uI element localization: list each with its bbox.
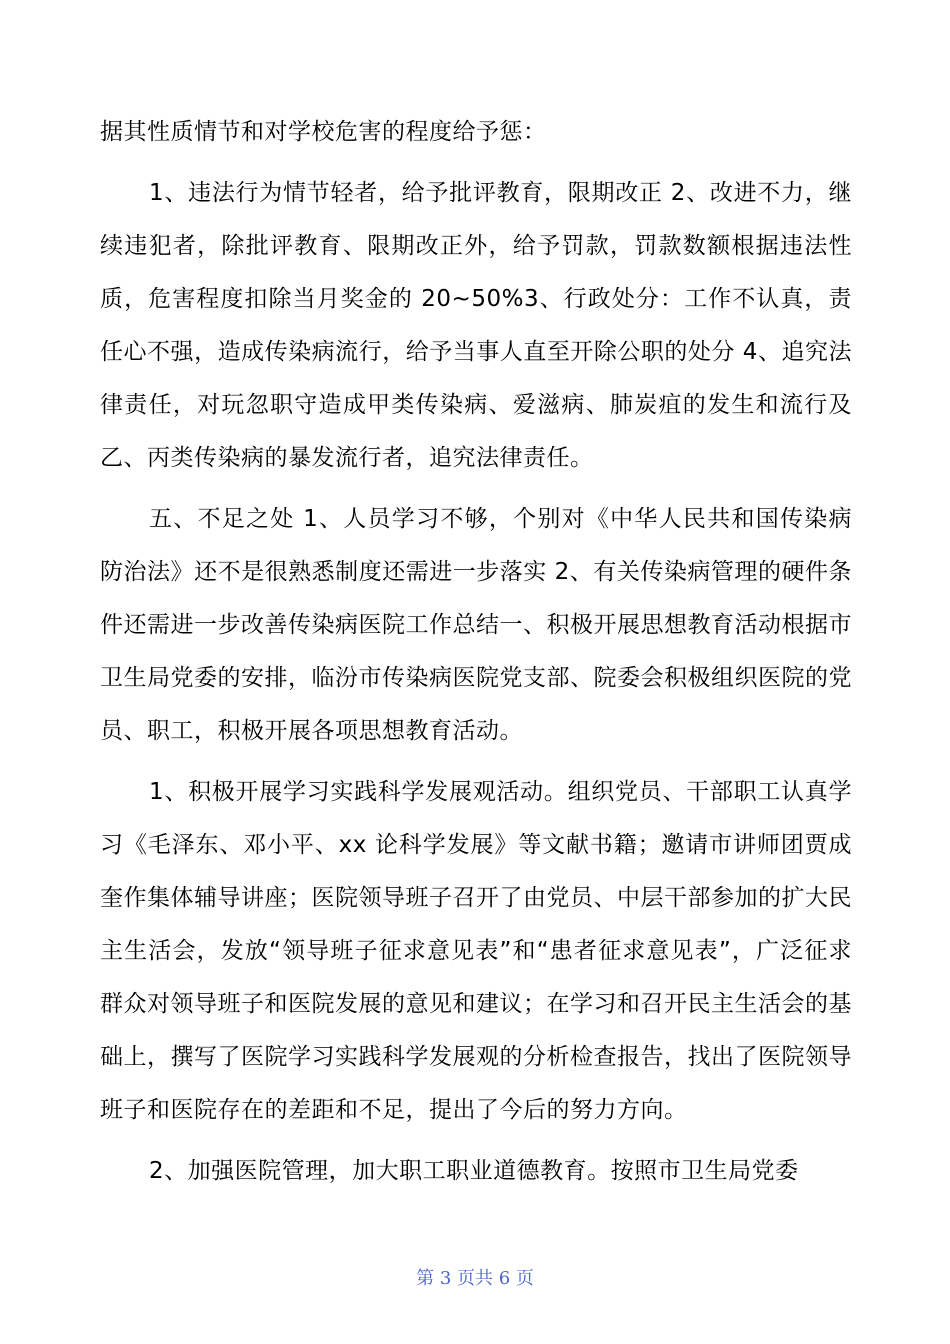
page-number-footer: 第 3 页共 6 页 <box>416 1268 534 1289</box>
paragraph-continuation: 据其性质情节和对学校危害的程度给予惩： <box>100 119 547 145</box>
paragraph-shortcomings: 五、不足之处 1、人员学习不够，个别对《中华人民共和国传染病防治法》还不是很熟悉制度还需进一步落实 2、有关传染病管理的硬件条件还需进一步改善传染病医院工作总结一、积极开展思想教育活动根据市卫生局党委的安排，临汾市传染病医院党支部、院委会积极组织医院的党员、职工，积极开展各项思想教育活动。 <box>100 506 852 744</box>
paragraph-scientific-development: 1、积极开展学习实践科学发展观活动。组织党员、干部职工认真学习《毛泽东、邓小平、xx 论科学发展》等文献书籍；邀请市讲师团贾成奎作集体辅导讲座；医院领导班子召开了由党员、中层干部参加的扩大民主生活会，发放“领导班子征求意见表”和“患者征求意见表”，广泛征求群众对领导班子和医院发展的意见和建议；在学习和召开民主生活会的基础上，撰写了医院学习实践科学发展观的分析检查报告，找出了医院领导班子和医院存在的差距和不足，提出了今后的努力方向。 <box>100 779 852 1123</box>
paragraph-penalties: 1、违法行为情节轻者，给予批评教育，限期改正 2、改进不力，继续违犯者，除批评教育、限期改正外，给予罚款，罚款数额根据违法性质，危害程度扣除当月奖金的 20~50%3、行政处分：工作不认真，责任心不强，造成传染病流行，给予当事人直至开除公职的处分 4、追究法律责任，对玩忽职守造成甲类传染病、爱滋病、肺炭疽的发生和流行及乙、丙类传染病的暴发流行者，追究法律责任。 <box>100 180 852 471</box>
paragraph-hospital-management: 2、加强医院管理，加大职工职业道德教育。按照市卫生局党委 <box>149 1158 799 1184</box>
document-body <box>100 106 852 1198</box>
